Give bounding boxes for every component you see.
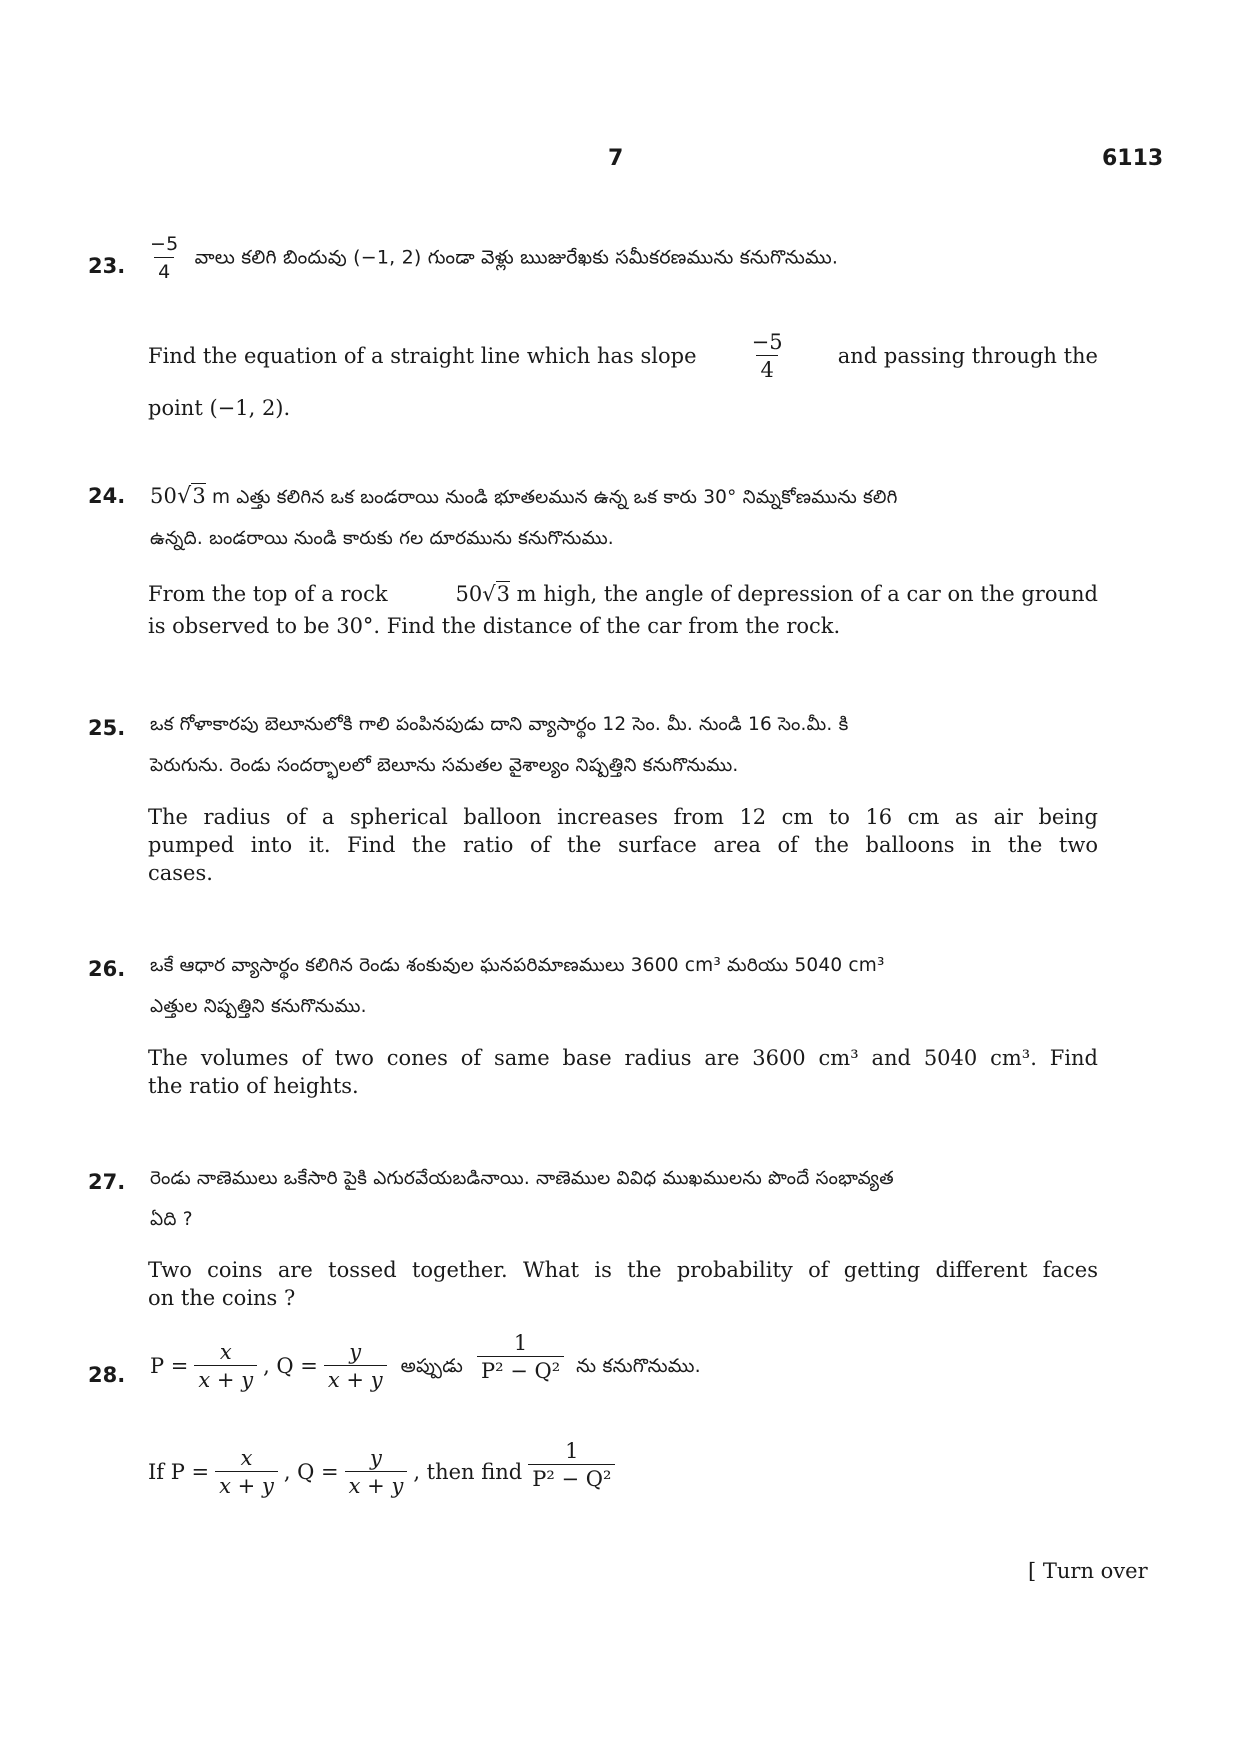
telugu-text-line2: ఎత్తుల నిష్పత్తిని కనుగొనుము.	[150, 996, 367, 1017]
english-then: , then find	[413, 1460, 523, 1484]
english-text-line2: on the coins ?	[148, 1286, 296, 1310]
question-english	[148, 1256, 1098, 1312]
sqrt-radicand: 3	[496, 582, 510, 606]
sqrt-coefficient: 50	[455, 582, 483, 606]
english-text-line2: is observed to be 30°. Find the distance of the car from the rock.	[148, 614, 841, 638]
english-text-line2: point (−1, 2).	[148, 396, 291, 420]
question-number: 25.	[88, 716, 126, 740]
question-number: 23.	[88, 254, 126, 278]
question-number: 28.	[88, 1363, 126, 1387]
english-text-line2: the ratio of heights.	[148, 1074, 359, 1098]
question-number: 27.	[88, 1170, 126, 1194]
question-number: 26.	[88, 957, 126, 981]
question-english	[148, 1044, 1098, 1100]
question-number: 24.	[88, 484, 126, 508]
telugu-then: అప్పుడు	[400, 1355, 464, 1377]
english-text-line3: cases.	[148, 861, 213, 885]
telugu-text-line2: పెరుగును. రెండు సందర్భాలలో బెలూను సమతల వైశాల్యం నిష్పత్తిని కనుగొనుము.	[150, 755, 739, 776]
page-number: 7	[608, 146, 624, 171]
english-text-line1: The volumes of two cones of same base radius are 3600 cm³ and 5040 cm³. Find	[148, 1046, 1098, 1070]
question-english	[148, 330, 1098, 422]
english-text-part1: From the top of a rock	[148, 582, 388, 606]
english-text-part2: m high, the angle of depression of a car on the ground	[516, 582, 1098, 606]
question-english	[148, 1439, 621, 1498]
telugu-find: ను కనుగొనుము.	[576, 1355, 701, 1377]
question-telugu	[150, 714, 1096, 780]
ratio-denominator: P² − Q²	[528, 1464, 615, 1491]
p-denominator: x + y	[215, 1471, 278, 1498]
telugu-text-line1: m ఎత్తు కలిగిన ఒక బండరాయి నుండి భూతలమున ఉన్న ఒక కారు 30° నిమ్నకోణమును కలిగి	[212, 487, 898, 508]
telugu-text-line2: ఏది ?	[150, 1209, 193, 1230]
telugu-text-line1: రెండు నాణెములు ఒకేసారి పైకి ఎగురవేయబడినాయి. నాణెముల వివిధ ముఖములను పొందే సంభావ్యత	[150, 1168, 894, 1189]
slope-numerator: −5	[150, 233, 179, 255]
slope-denominator: 4	[154, 257, 174, 284]
question-telugu	[150, 1331, 701, 1392]
english-text-line1: The radius of a spherical balloon increases from 12 cm to 16 cm as air being	[148, 805, 1098, 829]
english-text-part2: and passing through the	[837, 344, 1098, 368]
question-telugu: 50√3 m ఎత్తు కలిగిన ఒక బండరాయి నుండి భూతలమున ఉన్న ఒక కారు 30° నిమ్నకోణమును కలిగి ఉన్నది. బండరాయి నుండి కారుకు గల దూరమును కనుగొనుము.	[150, 482, 1096, 553]
p-numerator: x	[240, 1446, 253, 1470]
english-if: If P =	[148, 1460, 210, 1484]
question-telugu	[150, 1168, 1096, 1234]
ratio-denominator: P² − Q²	[477, 1356, 564, 1383]
turn-over-note: [ Turn over	[1028, 1559, 1148, 1583]
q-denominator: x + y	[324, 1365, 387, 1392]
q-numerator: y	[370, 1446, 382, 1470]
telugu-text: వాలు కలిగి బిందువు (−1, 2) గుండా వెళ్లు ఋజురేఖకు సమీకరణమును కనుగొనుము.	[194, 246, 839, 269]
slope-numerator: −5	[751, 330, 783, 354]
q-label: , Q =	[283, 1460, 339, 1484]
question-english: From the top of a rock 50√3 m high, the angle of depression of a car on the ground is observed to be 30°. Find the distance of the car from the rock.	[148, 582, 1098, 638]
q-label: , Q =	[263, 1354, 318, 1378]
telugu-text-line2: ఉన్నది. బండరాయి నుండి కారుకు గల దూరమును కనుగొనుము.	[150, 528, 614, 549]
question-english	[148, 803, 1098, 887]
paper-code: 6113	[1102, 146, 1164, 171]
telugu-text-line1: ఒక గోళాకారపు బెలూనులోకి గాలి పంపినపుడు దాని వ్యాసార్థం 12 సెం. మీ. నుండి 16 సెం.మీ. కి	[150, 714, 849, 735]
p-label: P =	[150, 1354, 189, 1378]
sqrt-radicand: 3	[192, 484, 206, 508]
sqrt-coefficient: 50	[150, 484, 178, 508]
english-text-line2: pumped into it. Find the ratio of the surface area of the balloons in the two	[148, 833, 1098, 857]
question-telugu	[150, 955, 1096, 1021]
p-denominator: x + y	[194, 1365, 257, 1392]
p-numerator: x	[219, 1340, 232, 1364]
q-denominator: x + y	[345, 1471, 408, 1498]
q-numerator: y	[349, 1340, 362, 1364]
slope-denominator: 4	[756, 355, 777, 382]
ratio-numerator: 1	[565, 1439, 579, 1463]
telugu-text-line1: ఒకే ఆధార వ్యాసార్థం కలిగిన రెండు శంకువుల ఘనపరిమాణములు 3600 cm³ మరియు 5040 cm³	[150, 955, 885, 976]
ratio-numerator: 1	[513, 1331, 528, 1355]
question-telugu	[146, 232, 838, 284]
english-text-line1: Two coins are tossed together. What is the probability of getting different faces	[148, 1258, 1098, 1282]
english-text-part1: Find the equation of a straight line which has slope	[148, 344, 697, 368]
